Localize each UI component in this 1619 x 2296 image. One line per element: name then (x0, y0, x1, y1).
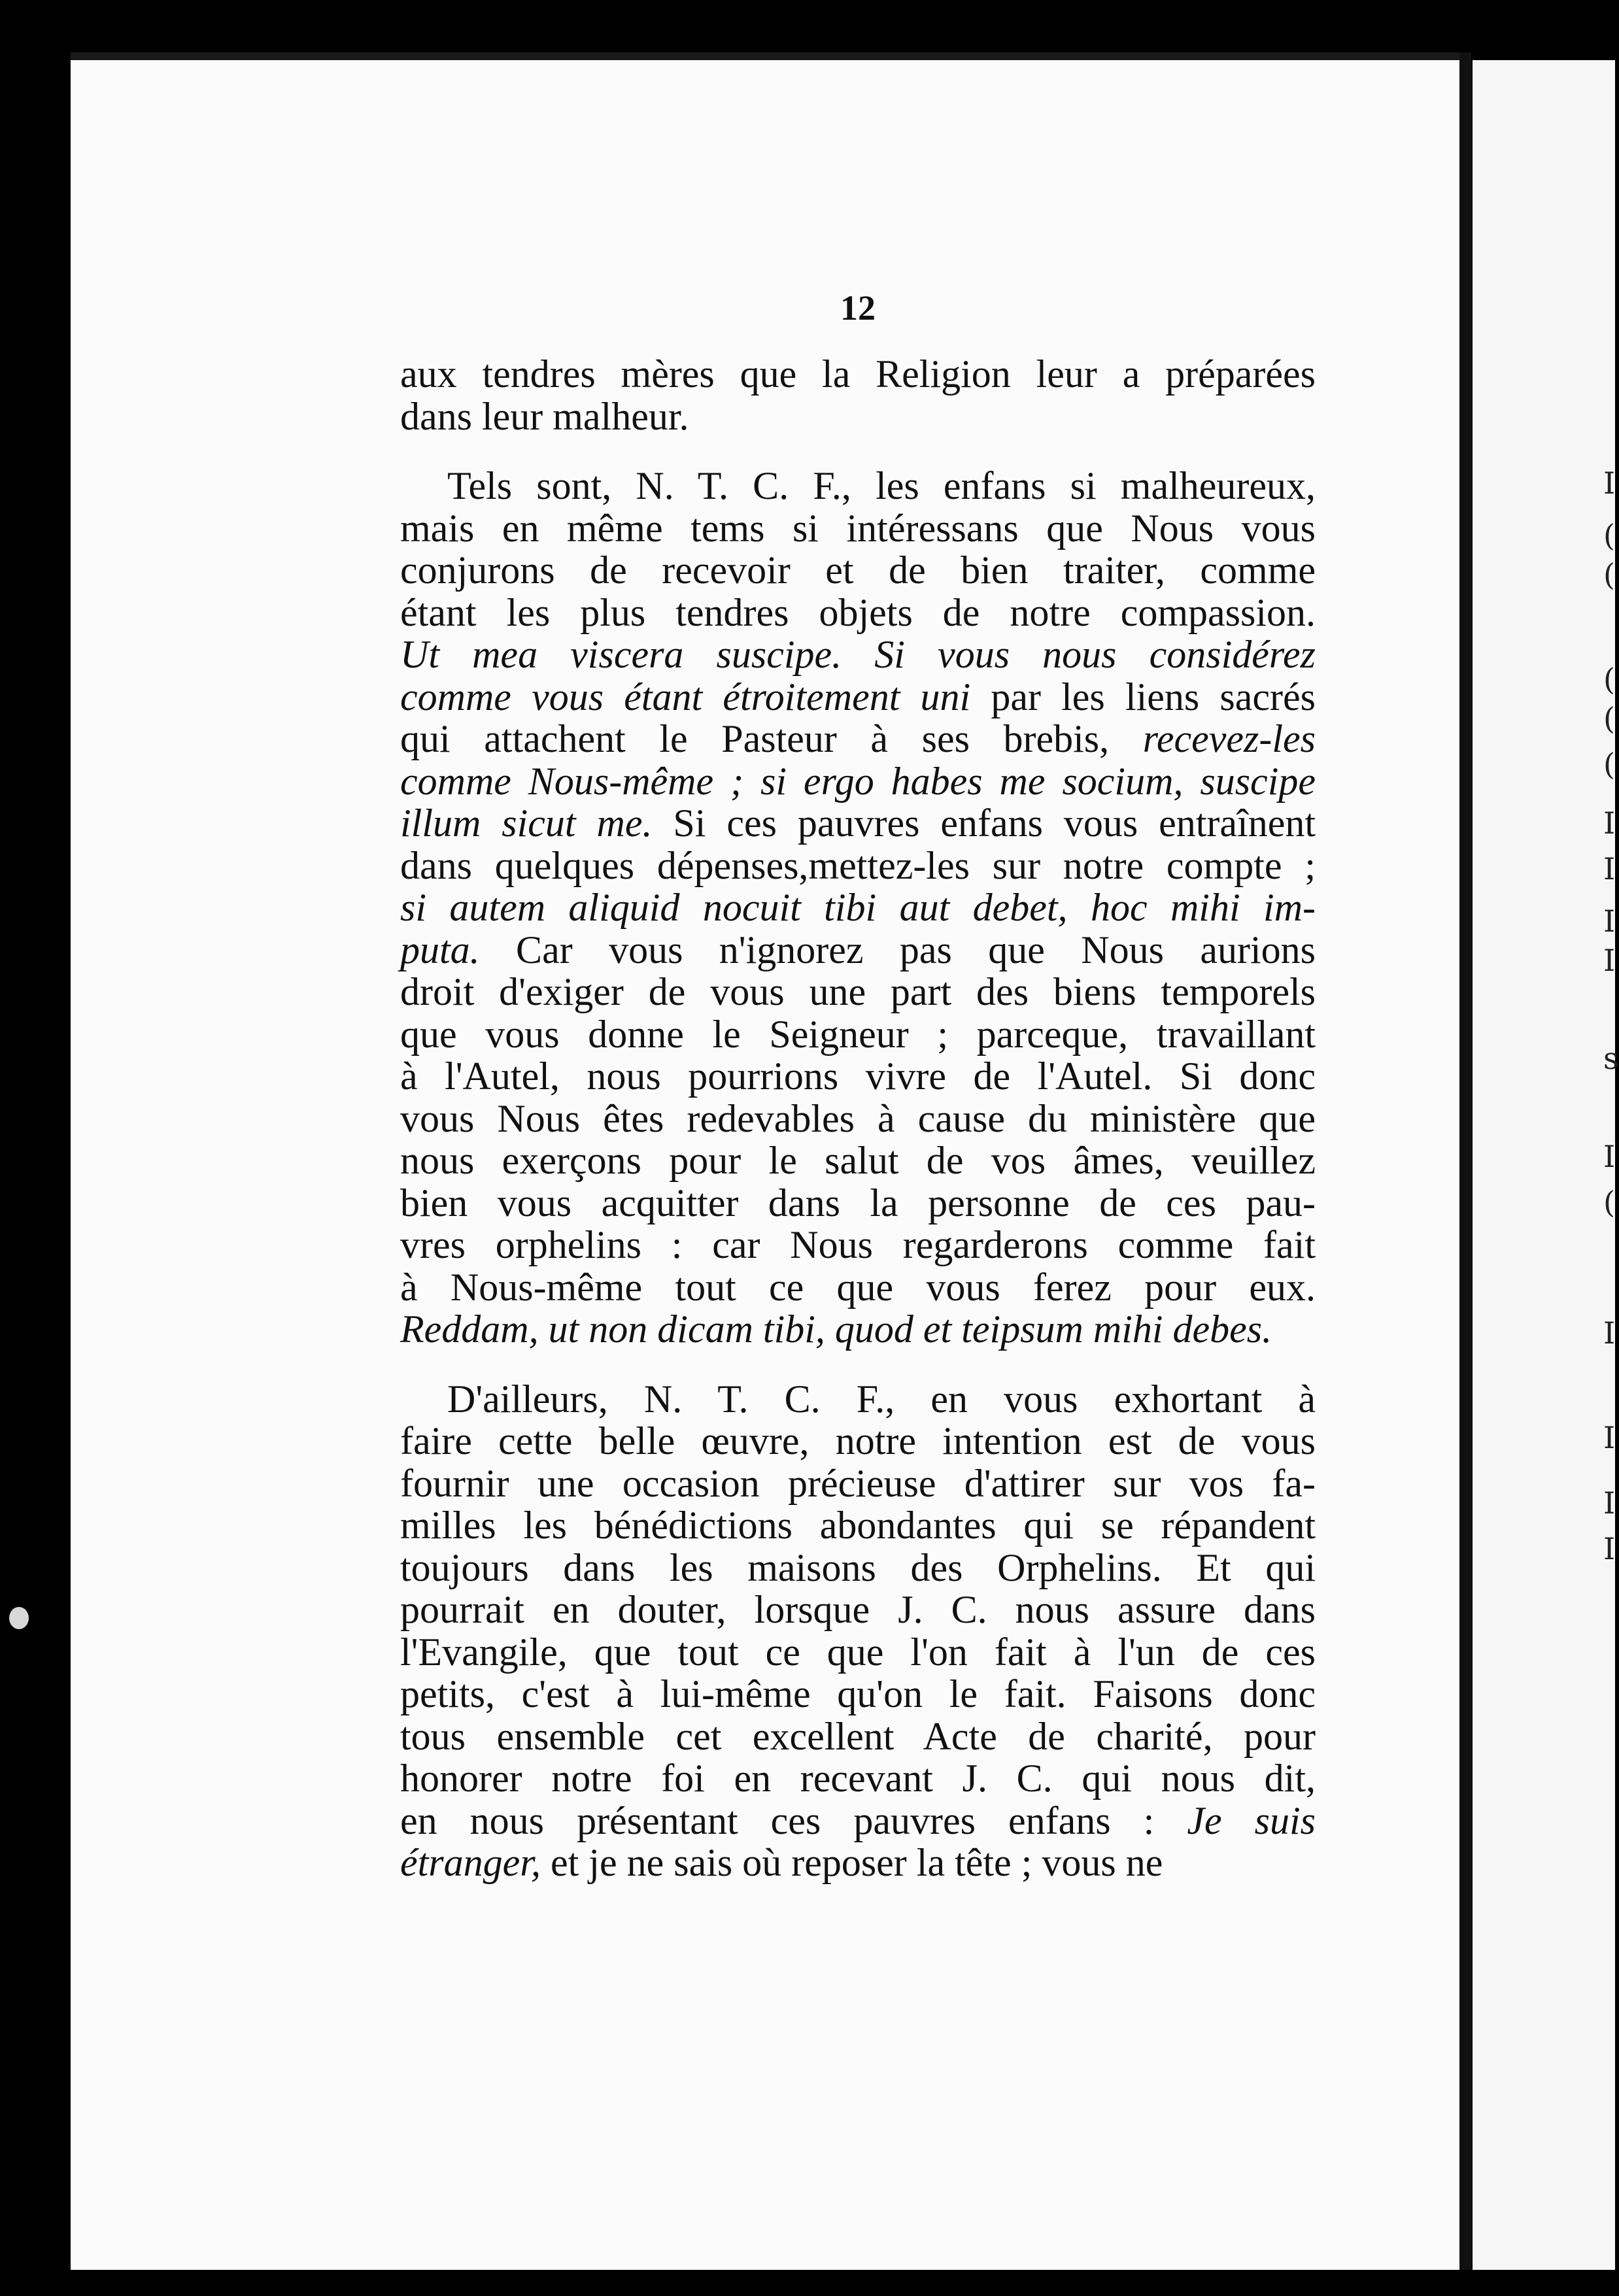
paragraph (400, 1378, 1316, 1884)
text-run: l'Evangile, que tout ce que l'on fait à l'un de ces (400, 1630, 1316, 1674)
text-run: pourrait en douter, lorsque J. C. nous assure dans (400, 1588, 1316, 1631)
adjacent-page-glyph: ( (1603, 747, 1615, 782)
text-line (400, 1547, 1316, 1589)
text-run: bien vous acquitter dans la personne de ces pau- (400, 1181, 1316, 1224)
text-line (400, 1378, 1316, 1421)
text-run: milles les bénédictions abondantes qui se répandent (400, 1504, 1316, 1547)
adjacent-page-glyph: I (1603, 1139, 1616, 1174)
text-run: que vous donne le Seigneur ; parceque, travaillant (400, 1012, 1316, 1056)
text-run: dans leur malheur. (400, 394, 689, 438)
text-line (400, 1589, 1316, 1631)
text-line (400, 886, 1316, 929)
text-run: à Nous-même tout ce que vous ferez pour eux. (400, 1265, 1316, 1309)
adjacent-page-glyph: ( (1603, 557, 1615, 592)
text-run: à l'Autel, nous pourrions vivre de l'Autel. Si donc (400, 1055, 1316, 1098)
text-line (400, 633, 1316, 676)
paragraph (400, 353, 1316, 437)
text-line (400, 1504, 1316, 1547)
text-run: étant les plus tendres objets de notre compassion. (400, 590, 1316, 634)
text-line (400, 1631, 1316, 1674)
text-line (400, 1055, 1316, 1098)
text-line (400, 1842, 1316, 1884)
adjacent-page-glyph: I (1603, 1531, 1616, 1566)
text-run: dans quelques dépenses,mettez-les sur notre compte ; (400, 843, 1316, 887)
text-line (400, 802, 1316, 845)
text-line (400, 592, 1316, 634)
adjacent-page-glyph: I (1603, 1420, 1616, 1455)
italic-text: Je suis (1187, 1798, 1316, 1842)
text-run: toujours dans les maisons des Orphelins. Et qui (400, 1545, 1316, 1589)
italic-text: recevez-les (1142, 717, 1316, 760)
text-run: nous exerçons pour le salut de vos âmes, veuillez (400, 1139, 1316, 1182)
text-line (400, 1013, 1316, 1056)
adjacent-page-glyph: I (1603, 943, 1616, 978)
text-line (400, 718, 1316, 760)
scan-border-left (0, 0, 71, 2296)
text-line (400, 1800, 1316, 1842)
text-line (400, 1182, 1316, 1224)
adjacent-page-glyph: ( (1603, 662, 1615, 697)
text-line (400, 929, 1316, 971)
italic-text: Reddam, ut non dicam tibi, quod et teipsum mihi debes. (400, 1308, 1272, 1351)
page-number: 12 (840, 288, 876, 328)
text-run: D'ailleurs, N. T. C. F., en vous exhortant à (447, 1377, 1316, 1421)
italic-text: comme Nous-même ; si ergo habes me socium, (400, 759, 1184, 803)
text-line (400, 1462, 1316, 1505)
italic-text: puta. (400, 928, 480, 971)
text-run: aux tendres mères que la Religion leur a préparées (400, 352, 1316, 396)
text-run: conjurons de recevoir et de bien traiter, comme (400, 549, 1316, 592)
text-run: Tels sont, N. T. C. F., les enfans si malheureux, (447, 464, 1316, 507)
text-line (400, 676, 1316, 718)
text-run: qui attachent le Pasteur à ses brebis, (400, 717, 1143, 760)
text-run: par les liens sacrés (970, 675, 1316, 718)
text-line (400, 1420, 1316, 1462)
text-line (400, 1715, 1316, 1758)
italic-text: Ut mea viscera suscipe. Si vous nous considérez (400, 633, 1316, 676)
page-gutter (1459, 52, 1471, 2275)
text-line (400, 760, 1316, 803)
italic-text: si autem aliquid nocuit tibi aut debet, (400, 886, 1068, 929)
text-line (400, 1224, 1316, 1266)
scan-smudge (9, 1607, 29, 1629)
adjacent-page-glyph: I (1603, 1315, 1616, 1351)
text-line (400, 1098, 1316, 1140)
adjacent-page-glyph: ( (1603, 518, 1615, 553)
italic-text: comme vous étant étroitement uni (400, 675, 971, 718)
text-run: vres orphelins : car Nous regarderons comme fait (400, 1223, 1316, 1266)
adjacent-page-glyph: I (1603, 903, 1616, 939)
text-line (400, 1673, 1316, 1715)
adjacent-page-glyph: I (1603, 851, 1616, 886)
text-run: mais en même tems si intéressans que Nous vous (400, 506, 1316, 550)
text-run: droit d'exiger de vous une part des biens temporels (400, 970, 1316, 1013)
scan-border-bottom (0, 2270, 1615, 2296)
adjacent-page-glyph: I (1603, 1485, 1616, 1521)
text-run: et je ne sais où reposer la tête ; vous ne (540, 1841, 1163, 1884)
text-run: en nous présentant ces pauvres enfans : (400, 1798, 1187, 1842)
text-run: honorer notre foi en recevant J. C. qui nous dit, (400, 1757, 1316, 1800)
italic-text: illum sicut me. (400, 802, 653, 845)
text-run: Car vous n'ignorez pas que Nous aurions (479, 928, 1316, 971)
adjacent-page-edge (1473, 60, 1619, 2270)
text-run: Si ces pauvres enfans vous entraînent (652, 802, 1316, 845)
text-run: petits, c'est à lui-même qu'on le fait. Faisons donc (400, 1672, 1316, 1715)
adjacent-page-glyph: I (1603, 805, 1616, 841)
text-line (400, 1308, 1316, 1351)
adjacent-page-glyph: I (1603, 465, 1616, 501)
text-run: tous ensemble cet excellent Acte de charité, pour (400, 1714, 1316, 1758)
adjacent-page-glyph: s (1603, 1041, 1619, 1076)
text-line (400, 1266, 1316, 1309)
text-line (400, 465, 1316, 507)
text-line (400, 549, 1316, 592)
paragraph (400, 465, 1316, 1351)
text-run (1068, 886, 1091, 929)
text-line (400, 396, 1316, 438)
italic-text: suscipe (1200, 759, 1316, 803)
text-run (1183, 760, 1200, 803)
text-line (400, 507, 1316, 550)
text-run: vous Nous êtes redevables à cause du ministère que (400, 1096, 1316, 1140)
adjacent-page-glyph: ( (1603, 701, 1615, 736)
body-text (400, 353, 1316, 1884)
italic-text: hoc mihi im- (1090, 886, 1316, 929)
text-line (400, 353, 1316, 396)
text-line (400, 1140, 1316, 1182)
adjacent-page-glyph: ( (1603, 1185, 1615, 1220)
text-line (400, 1757, 1316, 1800)
text-run: faire cette belle œuvre, notre intention est de vous (400, 1419, 1316, 1462)
italic-text: étranger, (400, 1841, 541, 1884)
text-run: fournir une occasion précieuse d'attirer sur vos fa- (400, 1461, 1316, 1505)
text-line (400, 971, 1316, 1013)
text-line (400, 845, 1316, 887)
